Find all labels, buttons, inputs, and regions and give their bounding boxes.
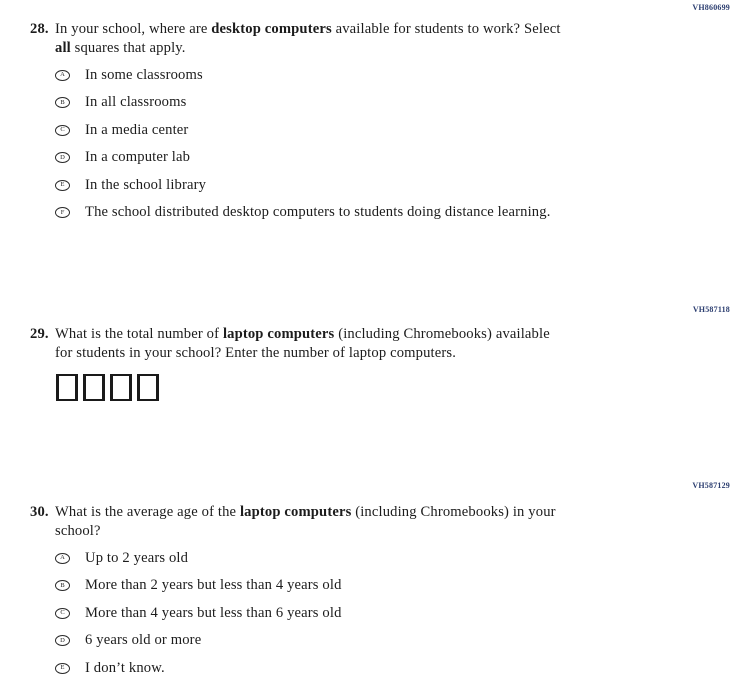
prompt-bold-text: all — [55, 40, 71, 56]
question-30 — [30, 503, 556, 689]
answer-option — [55, 634, 556, 649]
question-28-head — [30, 20, 561, 58]
question-number: 29. — [30, 326, 49, 342]
question-prompt — [55, 325, 550, 363]
prompt-text: available for students to work? Select — [331, 21, 561, 37]
question-number: 30. — [30, 504, 49, 520]
option-letter: E — [60, 181, 65, 189]
option-letter: E — [60, 664, 65, 672]
prompt-text: What is the total number of — [55, 326, 223, 342]
option-bubble-e[interactable] — [55, 180, 70, 191]
question-28-options — [30, 68, 561, 220]
prompt-line-1 — [55, 503, 556, 522]
prompt-text: (including Chromebooks) in your — [351, 504, 556, 520]
digit-entry-box-2[interactable] — [83, 374, 105, 401]
option-bubble-a[interactable] — [55, 70, 70, 81]
option-label: In a computer lab — [85, 149, 191, 166]
question-29 — [30, 325, 550, 401]
option-letter: A — [60, 71, 65, 79]
option-letter: A — [60, 554, 65, 562]
digit-entry-box-3[interactable] — [110, 374, 132, 401]
prompt-text: squares that apply. — [70, 40, 186, 56]
option-letter: C — [60, 126, 65, 134]
answer-option — [55, 68, 561, 83]
answer-option — [55, 579, 556, 594]
prompt-line-2: for students in your school? Enter the number of laptop computers. — [55, 345, 457, 361]
prompt-bold-text: laptop computers — [239, 504, 352, 520]
option-label: More than 2 years but less than 4 years old — [85, 577, 342, 594]
answer-option — [55, 96, 561, 111]
item-code-q30: VH587129 — [692, 481, 730, 490]
option-label: In some classrooms — [85, 66, 203, 83]
option-label: I don’t know. — [85, 659, 165, 676]
answer-option — [55, 551, 556, 566]
question-prompt — [55, 20, 561, 58]
prompt-text: In your school, where are — [55, 21, 212, 37]
answer-option — [55, 661, 556, 676]
option-bubble-b[interactable] — [55, 580, 70, 591]
prompt-line-1 — [55, 325, 550, 344]
option-label: The school distributed desktop computers to students doing distance learning. — [85, 204, 551, 221]
option-letter: D — [60, 153, 65, 161]
number-entry-boxes — [56, 374, 550, 401]
option-label: In the school library — [85, 176, 207, 193]
question-28 — [30, 20, 561, 233]
prompt-line-1 — [55, 20, 561, 39]
option-bubble-f[interactable] — [55, 207, 70, 218]
option-label: In all classrooms — [85, 94, 187, 111]
question-30-options — [30, 551, 556, 676]
digit-entry-box-4[interactable] — [137, 374, 159, 401]
option-label: More than 4 years but less than 6 years old — [85, 604, 342, 621]
prompt-text: (including Chromebooks) available — [334, 326, 550, 342]
question-number: 28. — [30, 21, 49, 37]
answer-option — [55, 151, 561, 166]
prompt-text: What is the average age of the — [55, 504, 240, 520]
prompt-line-2: school? — [55, 523, 101, 539]
digit-entry-box-1[interactable] — [56, 374, 78, 401]
option-letter: F — [60, 208, 65, 216]
option-bubble-d[interactable] — [55, 635, 70, 646]
item-code-q29: VH587118 — [692, 305, 730, 314]
option-letter: B — [60, 581, 65, 589]
option-letter: C — [60, 609, 65, 617]
answer-option — [55, 178, 561, 193]
item-code-q28: VH860699 — [692, 3, 730, 12]
option-label: 6 years old or more — [85, 632, 202, 649]
option-label: Up to 2 years old — [85, 549, 189, 566]
question-29-head — [30, 325, 550, 363]
option-letter: D — [60, 636, 65, 644]
option-bubble-c[interactable] — [55, 608, 70, 619]
prompt-bold-text: laptop computers — [222, 326, 335, 342]
option-label: In a media center — [85, 121, 189, 138]
question-30-head — [30, 503, 556, 541]
option-bubble-c[interactable] — [55, 125, 70, 136]
option-bubble-a[interactable] — [55, 553, 70, 564]
prompt-bold-text: desktop computers — [211, 21, 332, 37]
option-bubble-d[interactable] — [55, 152, 70, 163]
prompt-line-2 — [55, 39, 561, 58]
option-bubble-b[interactable] — [55, 97, 70, 108]
answer-option — [55, 606, 556, 621]
option-letter: B — [60, 98, 65, 106]
option-bubble-e[interactable] — [55, 663, 70, 674]
answer-option — [55, 206, 561, 221]
answer-option — [55, 123, 561, 138]
question-prompt — [55, 503, 556, 541]
